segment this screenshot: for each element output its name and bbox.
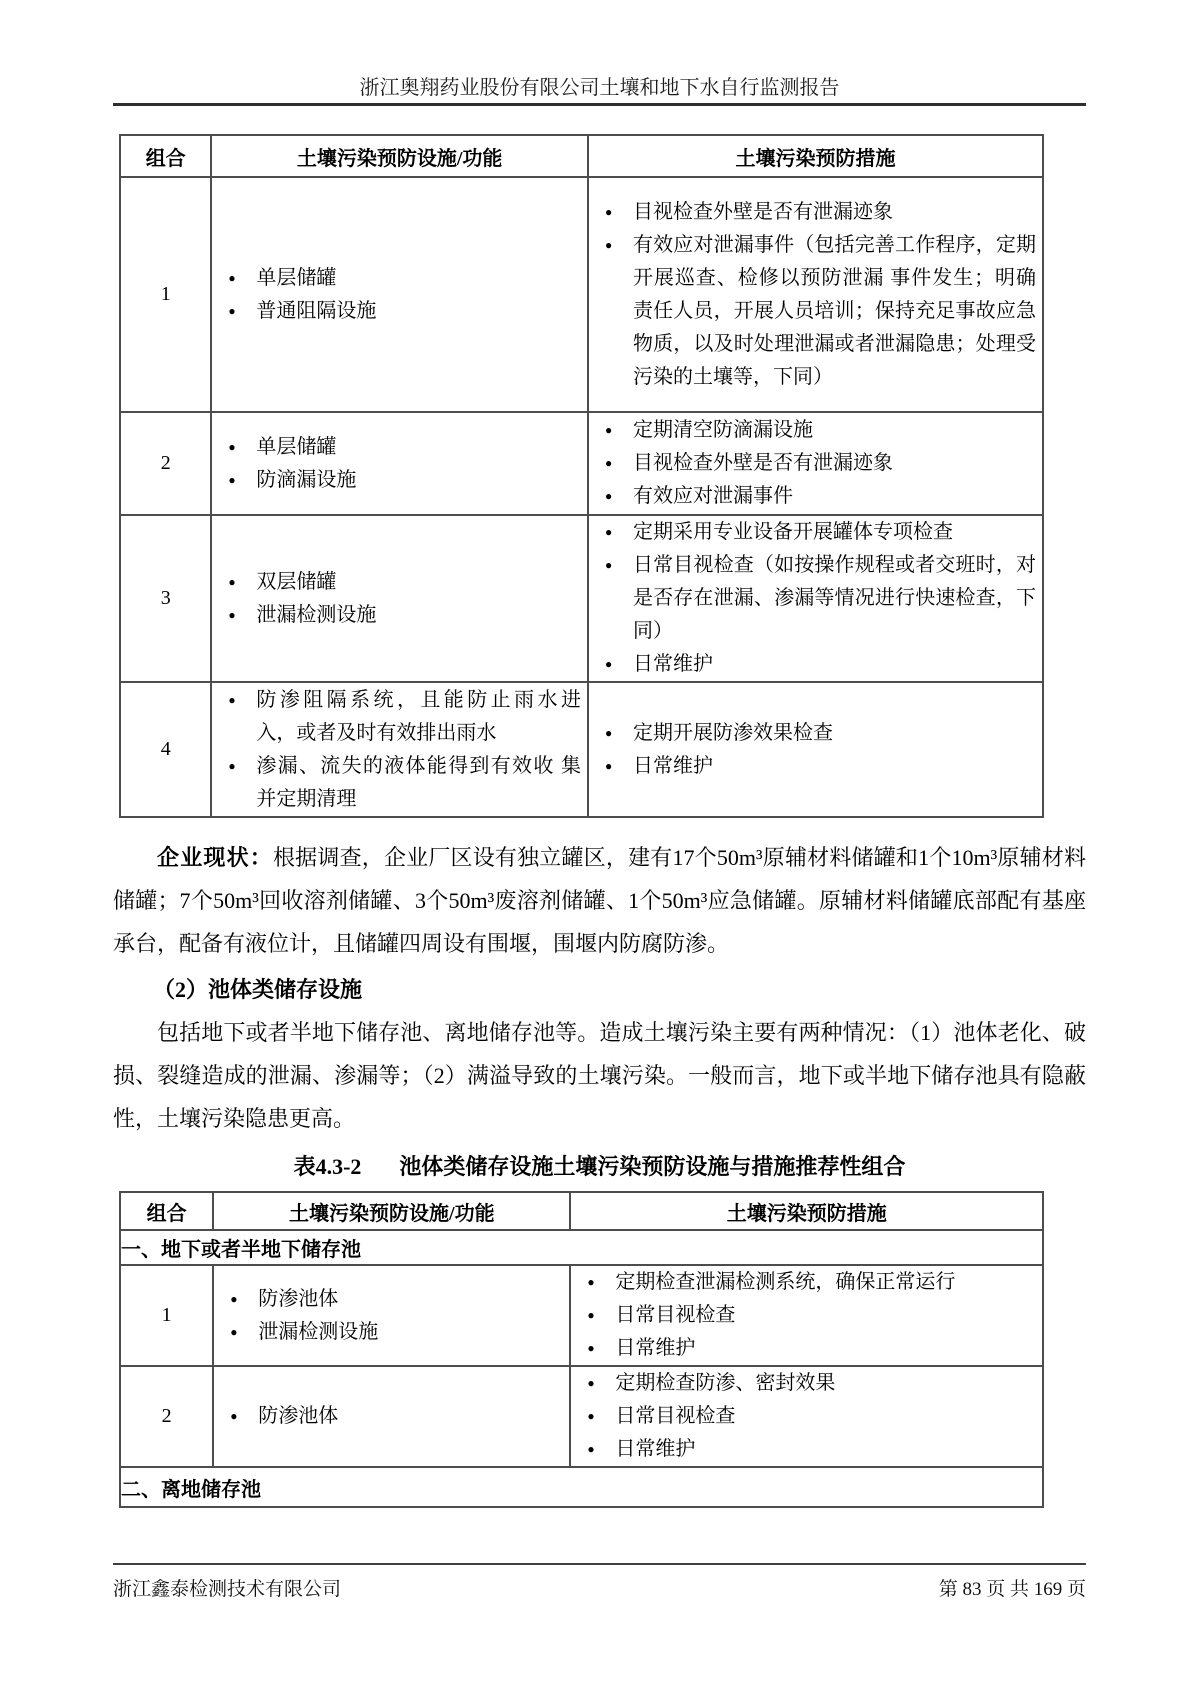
bullet-icon: ● — [230, 1409, 238, 1423]
measures-cell — [588, 682, 1043, 817]
measure-text: 日常目视检查（如按操作规程或者交班时，对是否存在泄漏、渗漏等情况进行快速检查，下同） — [632, 554, 1036, 642]
facilities-cell — [213, 1366, 570, 1467]
bullet-item — [212, 750, 587, 816]
bullet-item — [589, 414, 1042, 447]
col-header-facilities: 土壤污染预防设施/功能 — [213, 1192, 570, 1230]
bullet-icon: ● — [604, 725, 613, 740]
bullet-icon: ● — [587, 1308, 595, 1322]
measure-text: 日常目视检查 — [615, 1405, 736, 1427]
measure-text: 定期检查泄漏检测系统，确保正常运行 — [615, 1271, 956, 1293]
bullet-item — [571, 1367, 1042, 1400]
bullet-icon: ● — [587, 1409, 595, 1423]
pool-intro-paragraph: 包括地下或者半地下储存池、离地储存池等。造成土壤污染主要有两种情况：（1）池体老化、破损、裂缝造成的泄漏、渗漏等；（2）满溢导致的土壤污染。一般而言，地下或半地下储存池具有隐蔽性，土壤污染隐患更高。 — [113, 1020, 1086, 1131]
measure-text: 有效应对泄漏事件（包括完善工作程序，定期开展巡查、检修以预防泄漏 事件发生；明确责任人员，开展人员培训；保持充足事故应急物质，以及时处理泄漏或者泄漏隐患；处理受污染的土壤等，下同） — [632, 233, 1036, 388]
col-header-measures: 土壤污染预防措施 — [570, 1192, 1043, 1230]
facilities-cell — [211, 177, 588, 412]
bullet-item — [212, 295, 587, 328]
bullet-icon: ● — [587, 1376, 595, 1390]
bullet-icon: ● — [228, 607, 236, 622]
table-row — [120, 682, 1043, 817]
facility-text: 单层储罐 — [256, 435, 337, 458]
bullet-item — [212, 684, 587, 750]
page-content — [113, 0, 1086, 1508]
facilities-cell — [211, 515, 588, 682]
bullet-icon: ● — [604, 204, 613, 219]
bullet-icon: ● — [604, 657, 613, 671]
bullet-item — [212, 566, 587, 599]
facility-text: 防滴漏设施 — [256, 468, 357, 491]
bullet-item — [212, 599, 587, 632]
measure-text: 日常维护 — [615, 1337, 696, 1359]
section-title-underground: 一、地下或者半地下储存池 — [120, 1230, 1043, 1265]
table2-caption-text: 池体类储存设施土壤污染预防设施与措施推荐性组合 — [399, 1154, 906, 1179]
bullet-icon: ● — [228, 439, 236, 454]
bullet-icon: ● — [230, 1291, 238, 1306]
facilities-cell — [211, 682, 588, 817]
combo-number: 4 — [120, 682, 211, 817]
bullet-item — [589, 480, 1042, 513]
combo-number: 3 — [120, 515, 211, 682]
bullet-icon: ● — [587, 1275, 595, 1289]
measure-text: 定期采用专业设备开展罐体专项检查 — [632, 521, 953, 543]
bullet-icon: ● — [587, 1341, 595, 1355]
bullet-item — [589, 229, 1042, 394]
col-header-measures: 土壤污染预防措施 — [588, 135, 1043, 177]
table2-header-row — [120, 1192, 1043, 1230]
facility-text: 泄漏检测设施 — [258, 1320, 379, 1343]
measures-cell — [570, 1265, 1043, 1366]
bullet-item — [589, 196, 1042, 229]
combo-number: 2 — [120, 412, 211, 515]
bullet-icon: ● — [587, 1442, 595, 1456]
bullet-icon: ● — [604, 489, 613, 503]
bullet-item — [212, 431, 587, 464]
bullet-icon: ● — [604, 456, 613, 470]
measure-text: 目视检查外壁是否有泄漏迹象 — [632, 200, 893, 223]
facility-text: 防渗池体 — [258, 1405, 339, 1427]
footer-page-number: 第 83 页 共 169 页 — [938, 1579, 1086, 1600]
bullet-item — [214, 1400, 569, 1433]
table-row — [120, 177, 1043, 412]
bullet-icon: ● — [228, 758, 236, 773]
table-row — [120, 1366, 1043, 1467]
measure-text: 有效应对泄漏事件 — [632, 485, 793, 507]
bullet-icon: ● — [604, 525, 613, 539]
measures-cell — [570, 1366, 1043, 1467]
measure-text: 定期开展防渗效果检查 — [632, 721, 833, 744]
measure-text: 日常维护 — [615, 1438, 696, 1460]
table-row — [120, 412, 1043, 515]
bullet-icon: ● — [604, 758, 613, 773]
section-row — [120, 1467, 1043, 1507]
facility-text: 防渗池体 — [258, 1287, 339, 1310]
facilities-cell — [211, 412, 588, 515]
measure-text: 定期检查防渗、密封效果 — [615, 1372, 836, 1394]
bullet-item — [589, 516, 1042, 549]
facility-text: 普通阻隔设施 — [256, 299, 377, 322]
bullet-item — [571, 1332, 1042, 1365]
facility-text: 渗漏、流失的液体能得到有效收 集并定期清理 — [256, 754, 581, 810]
section-title-aboveground: 二、离地储存池 — [120, 1467, 1043, 1507]
facility-text: 单层储罐 — [256, 266, 337, 289]
bullet-item — [571, 1299, 1042, 1332]
subheading-pool-facilities: （2）池体类储存设施 — [153, 977, 363, 1002]
bullet-item — [214, 1283, 569, 1316]
measure-text: 日常维护 — [632, 754, 713, 777]
col-header-facilities: 土壤污染预防设施/功能 — [211, 135, 588, 177]
page-footer — [113, 1563, 1086, 1601]
bullet-icon: ● — [230, 1324, 238, 1339]
measure-text: 定期清空防滴漏设施 — [632, 419, 813, 441]
table-pool-prevention-combos — [119, 1191, 1044, 1508]
facilities-cell — [213, 1265, 570, 1366]
bullet-item — [589, 447, 1042, 480]
bullet-item — [212, 464, 587, 497]
bullet-icon: ● — [604, 423, 613, 437]
bullet-item — [589, 750, 1042, 783]
header-rule — [113, 103, 1086, 106]
section-row — [120, 1230, 1043, 1265]
table2-caption-label: 表4.3-2 — [293, 1154, 362, 1179]
bullet-item — [589, 717, 1042, 750]
measures-cell — [588, 412, 1043, 515]
measure-text: 日常维护 — [632, 653, 713, 675]
footer-company: 浙江鑫泰检测技术有限公司 — [113, 1579, 342, 1600]
table-row — [120, 1265, 1043, 1366]
status-label: 企业现状： — [157, 845, 273, 870]
facility-text: 泄漏检测设施 — [256, 603, 377, 626]
page-header-title: 浙江奥翔药业股份有限公司土壤和地下水自行监测报告 — [359, 77, 840, 99]
combo-number: 1 — [120, 177, 211, 412]
bullet-icon: ● — [228, 692, 236, 707]
bullet-item — [214, 1316, 569, 1349]
measure-text: 日常目视检查 — [615, 1304, 736, 1326]
combo-number: 2 — [120, 1366, 213, 1467]
bullet-item — [571, 1400, 1042, 1433]
col-header-combo: 组合 — [120, 1192, 213, 1230]
bullet-icon: ● — [604, 237, 613, 252]
bullet-icon: ● — [604, 558, 613, 572]
table2-caption — [113, 1152, 1086, 1182]
measures-cell — [588, 177, 1043, 412]
bullet-icon: ● — [228, 303, 236, 318]
bullet-item — [571, 1266, 1042, 1299]
facility-text: 防渗阻隔系统，且能防止雨水进 入，或者及时有效排出雨水 — [256, 688, 581, 744]
table-tank-prevention-combos — [119, 134, 1044, 818]
table1-header-row — [120, 135, 1043, 177]
bullet-item — [571, 1433, 1042, 1466]
status-text: 根据调查，企业厂区设有独立罐区，建有17个50m³原辅材料储罐和1个10m³原辅材料储罐；7个50m³回收溶剂储罐、3个50m³废溶剂储罐、1个50m³应急储罐。原辅材料储罐底部配有基座承台，配备有液位计，且储罐四周设有围堰，围堰内防腐防渗。 — [113, 845, 1086, 956]
bullet-icon: ● — [228, 472, 236, 487]
col-header-combo: 组合 — [120, 135, 211, 177]
bullet-item — [212, 262, 587, 295]
bullet-item — [589, 549, 1042, 648]
bullet-icon: ● — [228, 270, 236, 285]
table-row — [120, 515, 1043, 682]
status-paragraph — [113, 836, 1086, 965]
bullet-item — [589, 648, 1042, 681]
bullet-icon: ● — [228, 574, 236, 589]
combo-number: 1 — [120, 1265, 213, 1366]
facility-text: 双层储罐 — [256, 570, 337, 593]
measure-text: 目视检查外壁是否有泄漏迹象 — [632, 452, 893, 474]
measures-cell — [588, 515, 1043, 682]
